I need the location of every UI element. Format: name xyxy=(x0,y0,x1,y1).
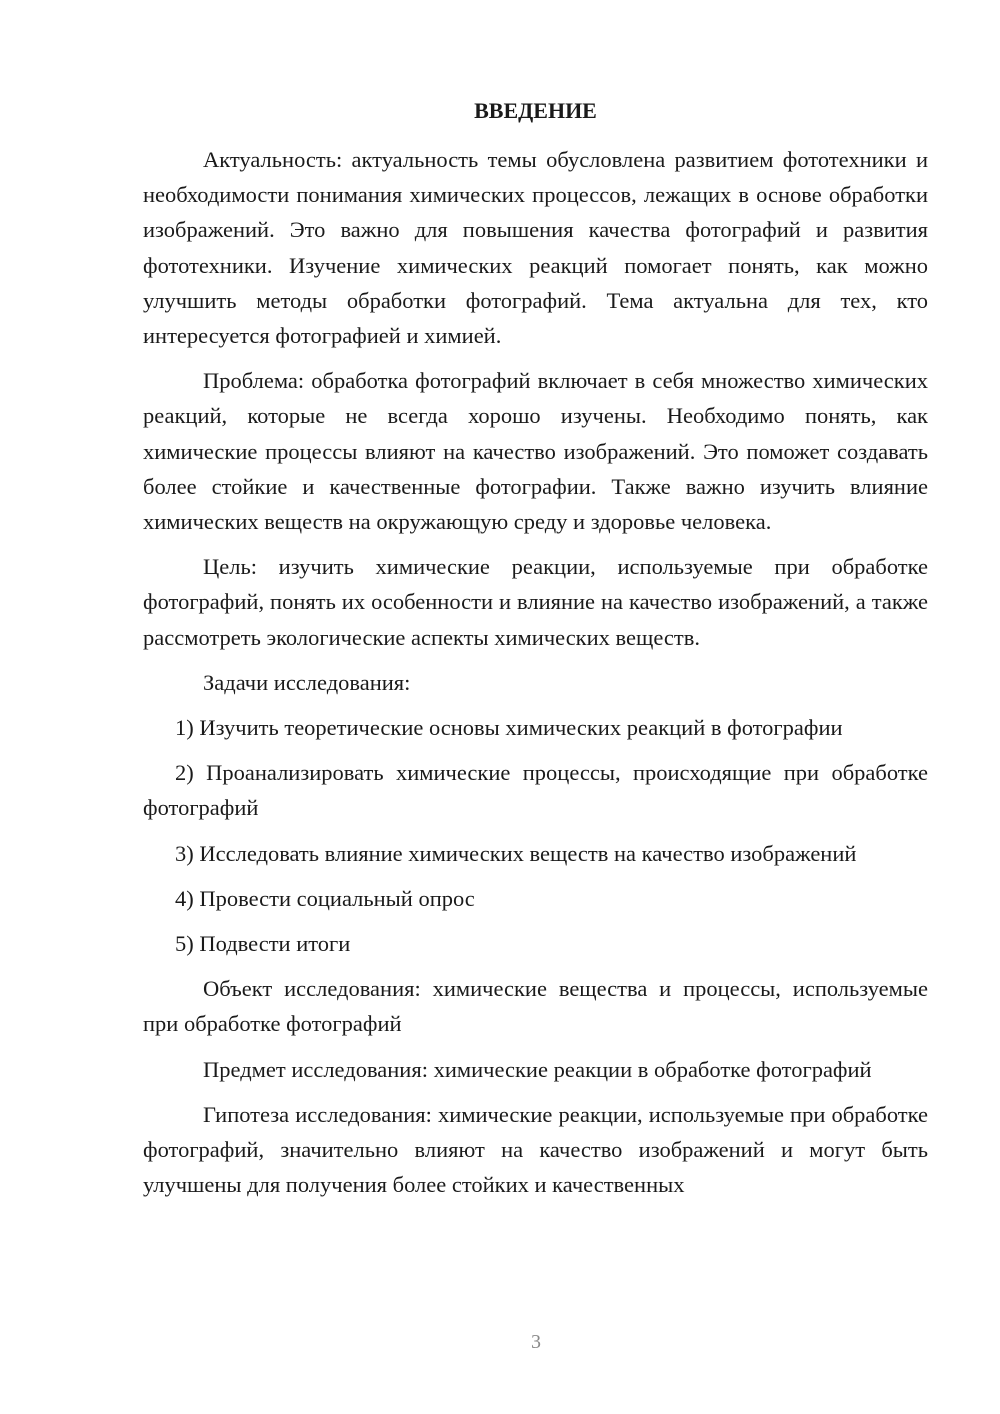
paragraph-goal: Цель: изучить химические реакции, используемые при обработке фотографий, понять их особенности и влияние на качество изображений, а также рассмотреть экологические аспекты химических веществ. xyxy=(143,554,928,650)
task-item-3: 3) Исследовать влияние химических веществ на качество изображений xyxy=(175,840,857,866)
paragraph-problem: Проблема: обработка фотографий включает в себя множество химических реакций, которые не всегда хорошо изучены. Необходимо понять, как химические процессы влияют на качество изображений. Это поможет создавать более стойкие и качественные фотографии. Также важно изучить влияние химических веществ на окружающую среду и здоровье человека. xyxy=(143,368,928,535)
paragraph-subject: Предмет исследования: химические реакции в обработке фотографий xyxy=(203,1056,872,1082)
task-item-1: 1) Изучить теоретические основы химических реакций в фотографии xyxy=(175,715,843,741)
paragraph-hypothesis: Гипотеза исследования: химические реакции, используемые при обработке фотографий, значительно влияют на качество изображений и могут быть улучшены для получения более стойких и качественных xyxy=(143,1101,928,1198)
page-title: ВВЕДЕНИЕ xyxy=(474,98,597,123)
task-item-5: 5) Подвести итоги xyxy=(175,931,351,957)
page-number: 3 xyxy=(531,1331,541,1353)
paragraph-relevance: Актуальность: актуальность темы обусловлена развитием фототехники и необходимости понимания химических процессов, лежащих в основе обработки изображений. Это важно для повышения качества фотографий и развития фототехники. Изучение химических реакций помогает понять, как можно улучшить методы обработки фотографий. Тема актуальна для тех, кто интересуется фотографией и химией. xyxy=(143,147,928,349)
page-content xyxy=(143,96,928,1212)
task-item-2: 2) Проанализировать химические процессы, происходящие при обработке фотографий xyxy=(143,760,928,821)
paragraph-object: Объект исследования: химические вещества и процессы, используемые при обработке фотографий xyxy=(143,976,928,1037)
tasks-heading: Задачи исследования: xyxy=(203,669,411,695)
task-item-4: 4) Провести социальный опрос xyxy=(175,885,475,911)
